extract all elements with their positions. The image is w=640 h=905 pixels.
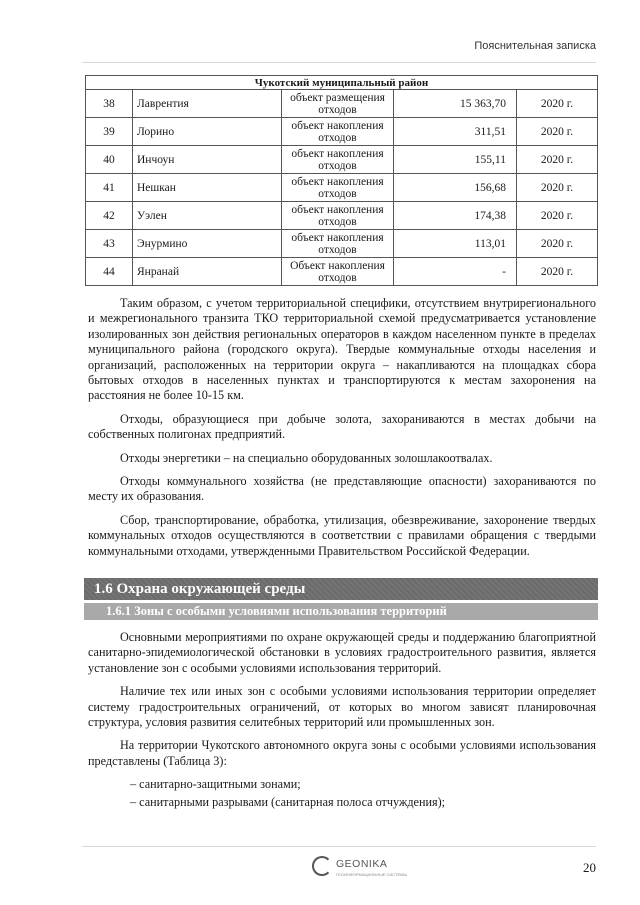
facility-type: объект размещения отходов [282, 90, 394, 118]
facility-year: 2020 г. [517, 258, 598, 286]
logo-subtext: ГЕОИНФОРМАЦИОННЫЕ СИСТЕМЫ [336, 872, 408, 877]
table-row [86, 230, 598, 258]
settlement-name: Энурмино [133, 230, 282, 258]
paragraph: На территории Чукотского автономного округа зоны с особыми условиями использования представлены (Таблица 3): [88, 738, 596, 768]
table-row [86, 174, 598, 202]
document-header-title: Пояснительная записка [474, 40, 596, 52]
logo-text-block [336, 854, 407, 877]
facility-value: - [394, 258, 517, 286]
settlement-name: Янранай [133, 258, 282, 286]
table-row [86, 90, 598, 118]
facility-type: Объект накопления отходов [282, 258, 394, 286]
facility-type: объект накопления отходов [282, 230, 394, 258]
facility-year: 2020 г. [517, 146, 598, 174]
facility-value: 311,51 [394, 118, 517, 146]
list-item: – санитарными разрывами (санитарная полоса отчуждения); [130, 794, 446, 809]
paragraph: Отходы, образующиеся при добыче золота, захораниваются в местах добычи на собственных полигонах предприятий. [88, 411, 596, 442]
table-region-row [86, 76, 598, 90]
facility-type: объект накопления отходов [282, 202, 394, 230]
paragraph: Таким образом, с учетом территориальной специфики, отсутствием внутрирегионального и межрегионального транзита ТКО территориальной схемой предусматривается установление изолированных зон действия региональных операторов в каждом населенном пункте в пределах муниципального района (городского округа). Твердые коммунальные отходы населения и организаций, расположенных на территории округа – накапливаются на площадках сбора бытовых отходов в населенных пунктах и транспортируются к местам захоронения на расстояния не более 10-15 км. [88, 296, 596, 403]
body-text-top [88, 296, 596, 567]
header-divider [82, 62, 596, 63]
paragraph: Наличие тех или иных зон с особыми условиями использования территории определяет систему градостроительных ограничений, от которых во многом зависят планировочная структура, условия развития селитебных территорий или промышленных зон. [88, 684, 596, 730]
facility-year: 2020 г. [517, 118, 598, 146]
facility-type: объект накопления отходов [282, 174, 394, 202]
paragraph: Основными мероприятиями по охране окружающей среды и поддержанию благоприятной санитарно-эпидемиологической обстановки в условиях градостроительного развития, является установление зон с особыми условиями использования территорий. [88, 630, 596, 675]
subsection-heading: 1.6.1 Зоны с особыми условиями использования территорий [84, 603, 598, 620]
settlement-name: Нешкан [133, 174, 282, 202]
region-name-cell: Чукотский муниципальный район [86, 76, 598, 90]
waste-facilities-table [85, 75, 598, 286]
row-number: 41 [86, 174, 133, 202]
section-heading: 1.6 Охрана окружающей среды [84, 578, 598, 600]
settlement-name: Лаврентия [133, 90, 282, 118]
facility-type: объект накопления отходов [282, 118, 394, 146]
footer-divider [82, 846, 596, 847]
facility-value: 15 363,70 [394, 90, 517, 118]
facility-year: 2020 г. [517, 202, 598, 230]
facility-year: 2020 г. [517, 90, 598, 118]
body-text-bottom [88, 630, 596, 812]
settlement-name: Инчоун [133, 146, 282, 174]
facility-type: объект накопления отходов [282, 146, 394, 174]
table-row [86, 258, 598, 286]
facility-value: 174,38 [394, 202, 517, 230]
geonika-logo [312, 854, 407, 877]
table-row [86, 118, 598, 146]
paragraph: Отходы энергетики – на специально оборудованных золошлакоотвалах. [120, 450, 493, 465]
row-number: 42 [86, 202, 133, 230]
settlement-name: Лорино [133, 118, 282, 146]
paragraph: Отходы коммунального хозяйства (не представляющие опасности) захораниваются по месту их образования. [88, 474, 596, 504]
facility-year: 2020 г. [517, 174, 598, 202]
facility-year: 2020 г. [517, 230, 598, 258]
facility-value: 156,68 [394, 174, 517, 202]
paragraph: Сбор, транспортирование, обработка, утилизация, обезвреживание, захоронение твердых коммунальных отходов осуществляются в соответствии с правилами обращения с твердыми коммунальными отходами, утвержденными Правительством Российской Федерации. [88, 512, 596, 558]
table-row [86, 202, 598, 230]
row-number: 38 [86, 90, 133, 118]
logo-text: GEONIKA [336, 858, 388, 870]
geonika-logo-icon [312, 856, 332, 876]
row-number: 44 [86, 258, 133, 286]
list-item: – санитарно-защитными зонами; [130, 777, 301, 792]
settlement-name: Уэлен [133, 202, 282, 230]
facility-value: 155,11 [394, 146, 517, 174]
facility-value: 113,01 [394, 230, 517, 258]
row-number: 40 [86, 146, 133, 174]
row-number: 39 [86, 118, 133, 146]
table-row [86, 146, 598, 174]
page-number: 20 [583, 860, 596, 875]
row-number: 43 [86, 230, 133, 258]
